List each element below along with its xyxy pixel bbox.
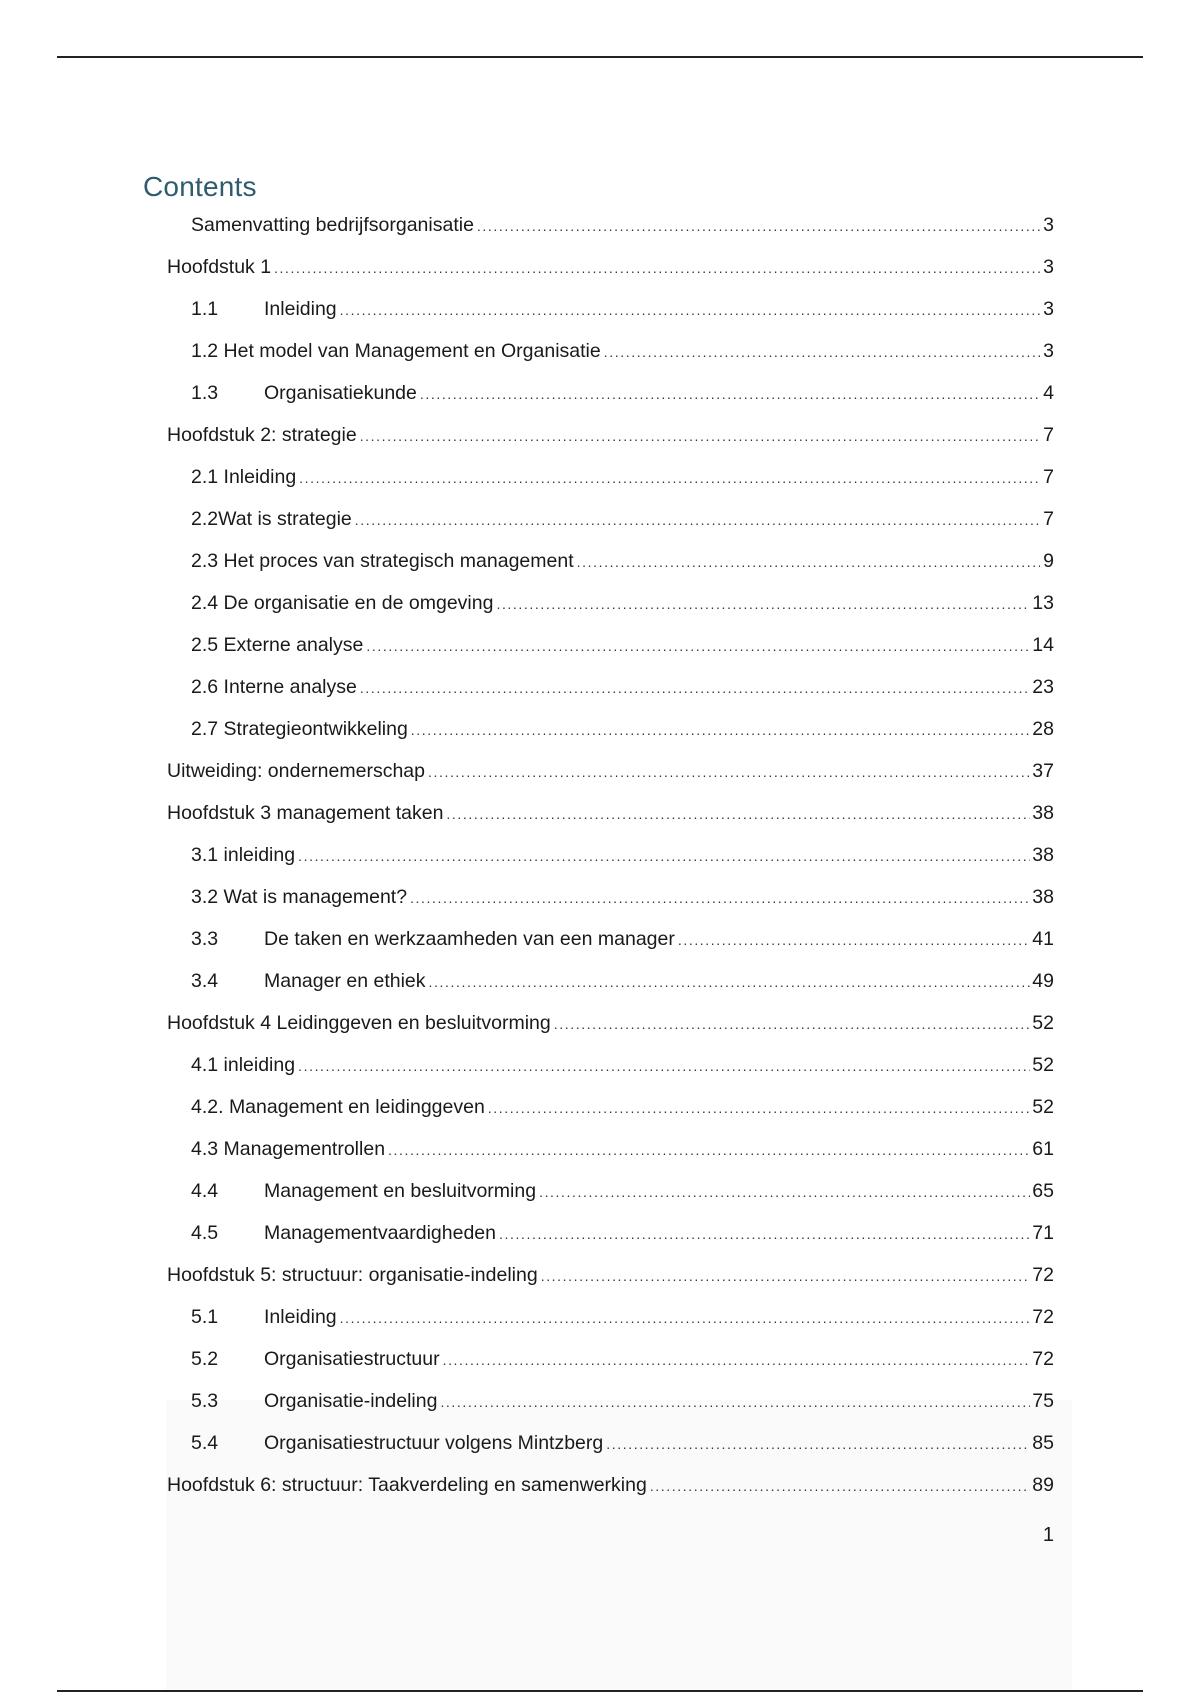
toc-entry[interactable] [167,254,1054,280]
toc-entry[interactable] [191,632,1054,658]
toc-entry-title: Organisatie-indeling [264,1390,438,1412]
toc-entry[interactable] [191,1052,1054,1078]
dot-leader [488,1095,1031,1121]
toc-entry[interactable] [167,422,1054,448]
toc-entry-title: 4.1 inleiding [191,1054,296,1076]
toc-entry-title: Uitweiding: ondernemerschap [167,760,425,782]
toc-entry-page: 23 [1032,676,1054,698]
toc-entry[interactable] [191,1178,1054,1204]
toc-entry[interactable] [167,1010,1054,1036]
toc-entry-title: Organisatiestructuur [264,1348,440,1370]
dot-leader [554,1011,1031,1037]
toc-entry-page: 89 [1032,1474,1054,1496]
header-rule [57,56,1143,58]
toc-entry-title: 2.6 Interne analyse [191,676,357,698]
toc-entry[interactable] [191,716,1054,742]
toc-entry-number: 3.3 [191,928,219,950]
dot-leader [440,1389,1030,1415]
toc-entry-page: 72 [1032,1264,1054,1286]
toc-entry-title: 1.2 Het model van Management en Organisatie [191,340,601,362]
dot-leader [443,1347,1031,1373]
toc-entry-title: Inleiding [264,1306,337,1328]
toc-entry-title: 2.2Wat is strategie [191,508,352,530]
toc-entry[interactable] [191,926,1054,952]
toc-entry-title: 2.4 De organisatie en de omgeving [191,592,494,614]
toc-entry-page: 7 [1043,466,1054,488]
toc-entry[interactable] [191,1220,1054,1246]
toc-entry-title: Management en besluitvorming [264,1180,537,1202]
dot-leader [496,591,1030,617]
dot-leader [577,549,1040,575]
dot-leader [355,507,1040,533]
dot-leader [299,465,1040,491]
toc-entry-page: 41 [1032,928,1054,950]
toc-entry-page: 85 [1032,1432,1054,1454]
toc-entry-number: 3.4 [191,970,219,992]
toc-entry-page: 38 [1032,886,1054,908]
toc-entry-title: Manager en ethiek [264,970,426,992]
toc-entry-page: 71 [1032,1222,1054,1244]
toc-entry-number: 1.1 [191,298,219,320]
dot-leader [298,843,1030,869]
dot-leader [541,1263,1031,1289]
toc-entry[interactable] [191,212,1054,238]
toc-entry-title: 2.7 Strategieontwikkeling [191,718,408,740]
dot-leader [388,1137,1030,1163]
toc-entry-page: 3 [1043,214,1054,236]
toc-entry-number: 5.2 [191,1348,219,1370]
toc-entry-page: 4 [1043,382,1054,404]
toc-entry-page: 52 [1032,1054,1054,1076]
toc-entry-number: 5.4 [191,1432,219,1454]
dot-leader [298,1053,1030,1079]
toc-entry-page: 28 [1032,718,1054,740]
toc-entry[interactable] [191,296,1054,322]
dot-leader [274,255,1040,281]
toc-entry-page: 61 [1032,1138,1054,1160]
toc-entry-page: 13 [1032,592,1054,614]
toc-entry-title: Organisatiestructuur volgens Mintzberg [264,1432,604,1454]
dot-leader [499,1221,1030,1247]
toc-entry[interactable] [191,842,1054,868]
toc-entry[interactable] [167,758,1054,784]
contents-heading: Contents [143,171,257,202]
toc-entry[interactable] [191,884,1054,910]
toc-entry[interactable] [191,590,1054,616]
toc-entry[interactable] [191,674,1054,700]
toc-entry[interactable] [191,548,1054,574]
dot-leader [340,297,1040,323]
toc-entry-title: Hoofdstuk 4 Leidinggeven en besluitvorming [167,1012,551,1034]
toc-entry-title: 2.1 Inleiding [191,466,297,488]
toc-entry-page: 37 [1032,760,1054,782]
toc-entry-title: Inleiding [264,298,337,320]
toc-entry-page: 7 [1043,508,1054,530]
dot-leader [360,423,1040,449]
toc-entry-page: 3 [1043,340,1054,362]
toc-entry-page: 52 [1032,1096,1054,1118]
dot-leader [678,927,1030,953]
toc-entry-title: 2.3 Het proces van strategisch management [191,550,574,572]
toc-entry[interactable] [191,1430,1054,1456]
dot-leader [429,969,1031,995]
toc-entry-number: 4.5 [191,1222,219,1244]
page-number: 1 [1042,1524,1054,1546]
toc-entry[interactable] [191,1136,1054,1162]
dot-leader [420,381,1040,407]
toc-entry-page: 75 [1032,1390,1054,1412]
toc-entry-title: 4.2. Management en leidinggeven [191,1096,485,1118]
dot-leader [604,339,1040,365]
toc-entry-page: 72 [1032,1306,1054,1328]
toc-entry-title: Samenvatting bedrijfsorganisatie [191,214,474,236]
toc-entry-number: 4.4 [191,1180,219,1202]
toc-entry[interactable] [191,1304,1054,1330]
toc-entry-page: 72 [1032,1348,1054,1370]
toc-entry[interactable] [167,800,1054,826]
dot-leader [366,633,1030,659]
toc-entry-title: Hoofdstuk 1 [167,256,272,278]
toc-entry-page: 65 [1032,1180,1054,1202]
dot-leader [360,675,1030,701]
dot-leader [606,1431,1030,1457]
toc-entry-title: Hoofdstuk 6: structuur: Taakverdeling en samenwerking [167,1474,647,1496]
toc-entry[interactable] [191,1094,1054,1120]
toc-entry-page: 14 [1032,634,1054,656]
dot-leader [446,801,1030,827]
toc-entry-page: 38 [1032,802,1054,824]
toc-entry-number: 1.3 [191,382,219,404]
toc-entry-page: 52 [1032,1012,1054,1034]
toc-entry-title: Managementvaardigheden [264,1222,497,1244]
dot-leader [410,885,1030,911]
toc-entry-page: 3 [1043,298,1054,320]
toc-entry-title: Hoofdstuk 2: strategie [167,424,357,446]
toc-entry-number: 5.3 [191,1390,219,1412]
toc-entry[interactable] [191,464,1054,490]
toc-entry-title: 3.2 Wat is management? [191,886,408,908]
toc-entry-title: De taken en werkzaamheden van een manager [264,928,675,950]
toc-entry-page: 7 [1043,424,1054,446]
toc-entry[interactable] [191,506,1054,532]
toc-entry-title: 3.1 inleiding [191,844,296,866]
toc-entry-page: 49 [1032,970,1054,992]
toc-entry[interactable] [191,338,1054,364]
toc-entry-title: Organisatiekunde [264,382,417,404]
toc-entry[interactable] [191,1388,1054,1414]
toc-entry-title: 4.3 Managementrollen [191,1138,386,1160]
dot-leader [539,1179,1030,1205]
toc-entry-number: 5.1 [191,1306,219,1328]
toc-entry[interactable] [167,1262,1054,1288]
toc-entry-page: 38 [1032,844,1054,866]
toc-entry-title: Hoofdstuk 3 management taken [167,802,444,824]
toc-entry[interactable] [191,1346,1054,1372]
dot-leader [428,759,1030,785]
dot-leader [650,1473,1030,1499]
toc-entry[interactable] [191,968,1054,994]
toc-entry[interactable] [167,1472,1054,1498]
toc-entry-title: Hoofdstuk 5: structuur: organisatie-indeling [167,1264,538,1286]
dot-leader [340,1305,1031,1331]
toc-entry[interactable] [191,380,1054,406]
toc-entry-page: 9 [1043,550,1054,572]
toc-entry-page: 3 [1043,256,1054,278]
toc-entry-title: 2.5 Externe analyse [191,634,364,656]
dot-leader [477,213,1040,239]
footer-rule [57,1690,1143,1692]
dot-leader [411,717,1031,743]
